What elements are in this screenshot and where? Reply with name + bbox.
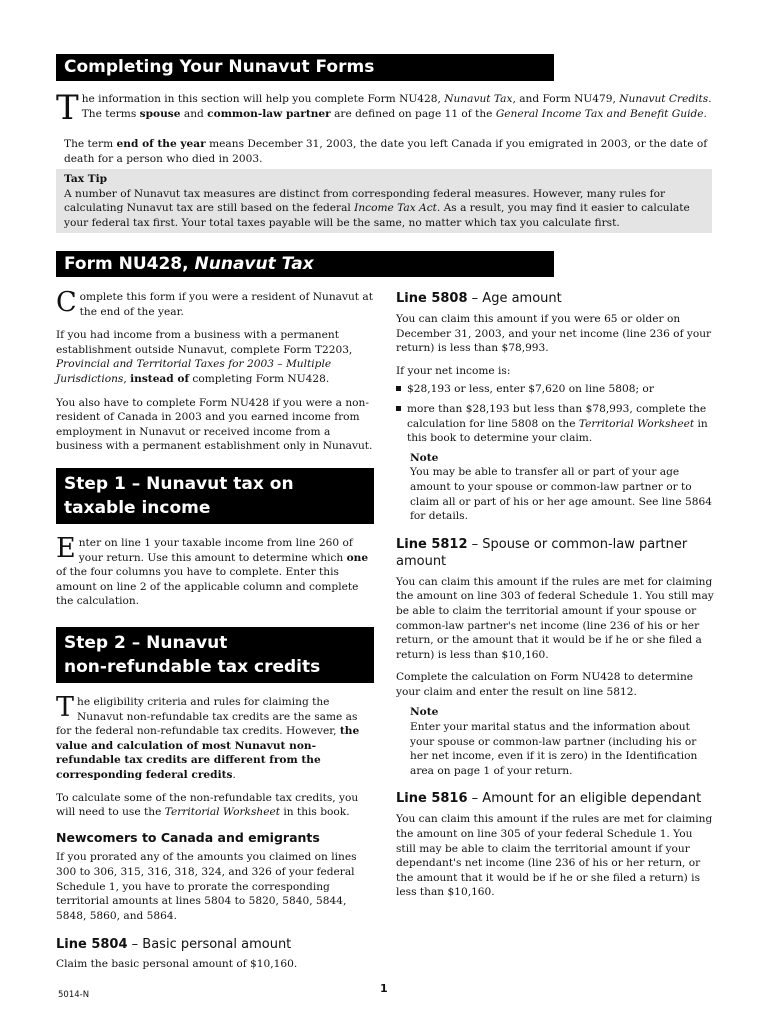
form-nu428-intro: Complete this form if you were a resident of Nunavut at the end of the year. <box>56 287 373 318</box>
newcomers-heading: Newcomers to Canada and emigrants <box>56 829 320 845</box>
line-5804-paragraph: Claim the basic personal amount of $10,160. <box>56 958 298 971</box>
list-item: $28,193 or less, enter $7,620 on line 5808; or <box>396 382 714 397</box>
step1-paragraph: Enter on line 1 your taxable income from line 260 of your return. Use this amount to determine which one of the four columns you have to complete. Enter this amount on line 2 of the applicable column and complete the calculation. <box>56 533 369 608</box>
line-5808-list <box>396 382 714 445</box>
newcomers-paragraph: If you prorated any of the amounts you claimed on lines 300 to 306, 315, 316, 318, 324, and 326 of your federal Schedule 1, you have to prorate the corresponding territorial amounts at lines 5804 to 5820, 5840, 5844, 5848, 5860, and 5864. <box>56 851 357 922</box>
line-5812-paragraph: You can claim this amount if the rules are met for claiming the amount on line 303 of federal Schedule 1. You still may be able to claim the territorial amount if your spouse or common-law partner's net income (line 236 of his or her return, or the amount that it would be if he or she filed a return) is less than $10,160. <box>396 575 714 661</box>
page-number: 1 <box>380 982 388 995</box>
line-5812-note: Note Enter your marital status and the information about your spouse or common-law partner (including his or her net income, even if it is zero) in the Identification area on page 1 of your return. <box>410 706 698 777</box>
step2-content <box>56 692 374 972</box>
line-5808-paragraph: You can claim this amount if you were 65 or older on December 31, 2003, and your net income (line 236 of your return) is less than $78,993. <box>396 313 712 355</box>
drop-cap: E <box>56 533 76 564</box>
line-5816-heading: Line 5816 – Amount for an eligible dependant <box>396 791 702 807</box>
end-of-year-definition: The term end of the year means December 31, 2003, the date you left Canada if you emigrated in 2003, or the date of death for a person who died in 2003. <box>64 138 708 165</box>
form-nu428-non-resident: You also have to complete Form NU428 if you were a non-resident of Canada in 2003 and you earned income from employment in Nunavut or received income from a business with a permanent establishment only in Nunavut. <box>56 396 373 453</box>
form-code: 5014-N <box>58 990 90 1000</box>
step1-banner: Step 1 – Nunavut tax on taxable income <box>56 468 374 524</box>
line-5808-heading: Line 5808 – Age amount <box>396 291 562 306</box>
form-nu428-banner: Form NU428, Nunavut Tax <box>56 251 554 277</box>
line-5812-paragraph-2: Complete the calculation on Form NU428 to determine your claim and enter the result on line 5812. <box>396 671 694 698</box>
right-column <box>396 290 714 900</box>
list-item: more than $28,193 but less than $78,993, complete the calculation for line 5808 on the Territorial Worksheet in this book to determine your claim. <box>396 402 714 446</box>
line-5804-heading: Line 5804 – Basic personal amount <box>56 937 292 953</box>
drop-cap: T <box>56 692 75 723</box>
tax-tip-title: Tax Tip <box>64 173 108 185</box>
line-5812-heading: Line 5812 – Spouse or common-law partner amount <box>396 536 688 569</box>
left-column <box>56 287 374 454</box>
line-5808-lead: If your net income is: <box>396 364 511 377</box>
drop-cap: T <box>56 88 79 128</box>
line-5816-paragraph: You can claim this amount if the rules are met for claiming the amount on line 305 of your federal Schedule 1. You still may be able to claim the territorial amount if your dependant's net income (line 236 of his or her return, or the amount that it would be if he or she filed a return) is less than $10,160. <box>396 813 713 899</box>
step2-banner: Step 2 – Nunavut non-refundable tax credits <box>56 627 374 683</box>
form-nu428-t2203: If you had income from a business with a permanent establishment outside Nunavut, complete Form T2203, Provincial and Territorial Taxes for 2003 – Multiple Jurisdictions, instead of completing Form NU428. <box>56 329 353 385</box>
step2-worksheet-note: To calculate some of the non-refundable tax credits, you will need to use the Territorial Worksheet in this book. <box>56 791 359 819</box>
intro-paragraph: T he information in this section will help you complete Form NU428, Nunavut Tax, and Form NU479, Nunavut Credits. The terms spouse and common-law partner are defined on page 11 of the General Income Tax and Benefit Guide. <box>56 88 712 128</box>
drop-cap: C <box>56 287 77 318</box>
line-5808-note: Note You may be able to transfer all or part of your age amount to your spouse or common-law partner or to claim all or part of his or her age amount. See line 5864 for details. <box>410 451 712 523</box>
page-title-banner <box>56 54 554 81</box>
tax-tip-box: Tax Tip A number of Nunavut tax measures are distinct from corresponding federal measures. However, many rules for calculating Nunavut tax are still based on the federal Income Tax Act. As a result, you may find it easier to calculate your federal tax first. Your total taxes payable will be the same, no matter which tax you calculate first. <box>56 169 712 233</box>
step2-paragraph: The eligibility criteria and rules for claiming the Nunavut non-refundable tax credits are the same as for the federal non-refundable tax credits. However, the value and calculation of most Nunavut non-refundable tax credits are different from the corresponding federal credits. <box>56 692 360 781</box>
page-title: Completing Your Nunavut Forms <box>64 57 375 77</box>
